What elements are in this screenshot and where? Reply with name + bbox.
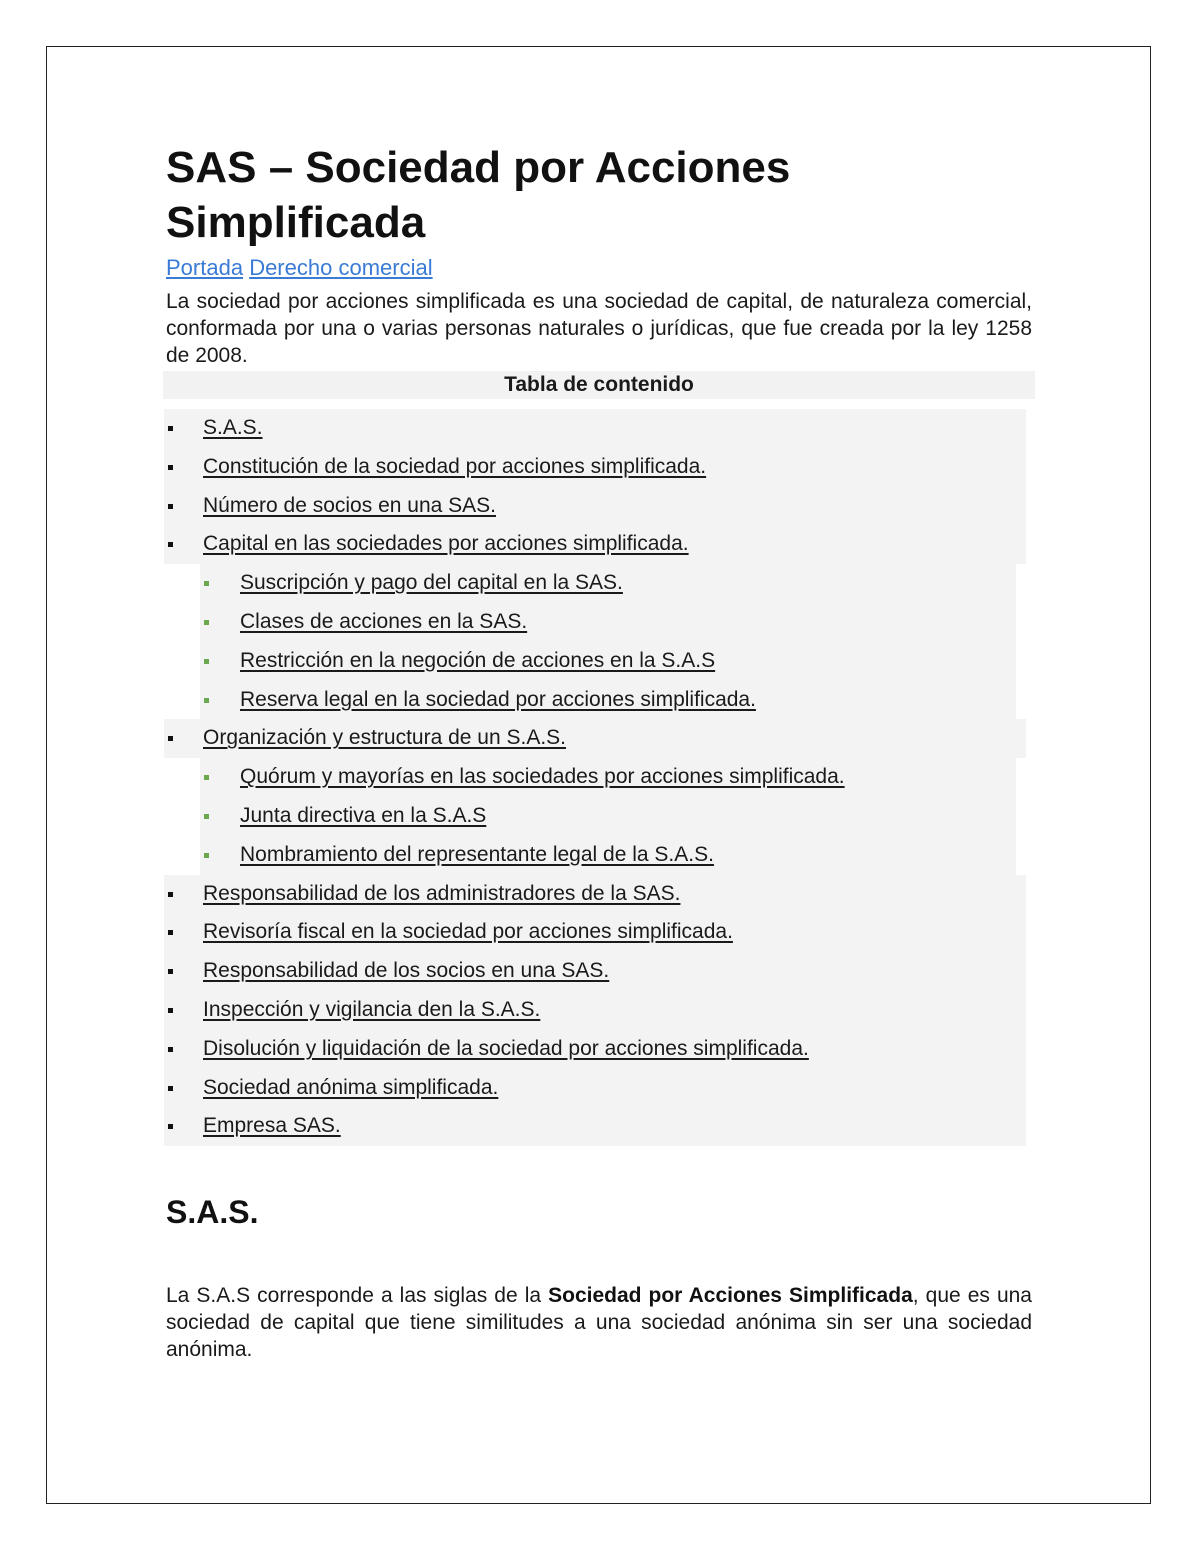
toc-item <box>164 409 1026 448</box>
section-heading: S.A.S. <box>166 1194 259 1231</box>
bullet-icon <box>168 1008 173 1013</box>
bullet-icon <box>204 620 209 625</box>
toc-link[interactable]: Inspección y vigilancia den la S.A.S. <box>203 997 541 1021</box>
toc-link[interactable]: Responsabilidad de los administradores de la SAS. <box>203 881 681 905</box>
toc-link[interactable]: Junta directiva en la S.A.S <box>240 803 487 827</box>
toc-subitem <box>200 564 1016 603</box>
toc-link[interactable]: Nombramiento del representante legal de la S.A.S. <box>240 842 714 866</box>
bullet-icon <box>168 1124 173 1129</box>
toc-link[interactable]: Clases de acciones en la SAS. <box>240 609 528 633</box>
toc-item <box>164 952 1026 991</box>
toc-group-1 <box>164 409 1026 564</box>
bullet-icon <box>204 775 209 780</box>
toc-link[interactable]: Sociedad anónima simplificada. <box>203 1075 499 1099</box>
toc-link[interactable]: Empresa SAS. <box>203 1114 341 1138</box>
toc-item <box>164 525 1026 564</box>
toc-link[interactable]: Reserva legal en la sociedad por acciones simplificada. <box>240 687 756 711</box>
toc-item <box>164 875 1026 914</box>
toc-title: Tabla de contenido <box>163 371 1035 399</box>
toc-link[interactable]: Quórum y mayorías en las sociedades por acciones simplificada. <box>240 765 845 789</box>
toc-subitem <box>200 681 1016 720</box>
toc-link[interactable]: Capital en las sociedades por acciones simplificada. <box>203 532 689 556</box>
toc-item <box>164 913 1026 952</box>
bullet-icon <box>168 542 173 547</box>
toc-link[interactable]: S.A.S. <box>203 416 263 439</box>
bullet-icon <box>168 1047 173 1052</box>
toc-link[interactable]: Organización y estructura de un S.A.S. <box>203 726 567 750</box>
bullet-icon <box>204 659 209 664</box>
bullet-icon <box>168 969 173 974</box>
bullet-icon <box>168 504 173 509</box>
toc-group-3 <box>164 875 1026 1147</box>
toc-subgroup-1 <box>200 564 1016 719</box>
section-text-bold: Sociedad por Acciones Simplificada <box>548 1284 913 1308</box>
toc-link[interactable]: Suscripción y pago del capital en la SAS. <box>240 571 623 595</box>
bullet-icon <box>204 581 209 586</box>
bullet-icon <box>168 465 173 470</box>
section-text-prefix: La S.A.S corresponde a las siglas de la <box>166 1284 549 1308</box>
table-of-contents <box>166 371 1032 1146</box>
bullet-icon <box>204 698 209 703</box>
toc-link[interactable]: Constitución de la sociedad por acciones simplificada. <box>203 454 707 478</box>
toc-item <box>164 448 1026 487</box>
toc-link[interactable]: Número de socios en una SAS. <box>203 493 496 517</box>
toc-link[interactable]: Responsabilidad de los socios en una SAS. <box>203 959 610 983</box>
breadcrumb-portada-link[interactable]: Portada <box>166 255 244 280</box>
bullet-icon <box>204 853 209 858</box>
bullet-icon <box>168 892 173 897</box>
toc-subitem <box>200 603 1016 642</box>
toc-link[interactable]: Restricción en la negoción de acciones en la S.A.S <box>240 648 716 672</box>
toc-item <box>164 1069 1026 1108</box>
toc-subitem <box>200 797 1016 836</box>
bullet-icon <box>168 930 173 935</box>
toc-item <box>164 1030 1026 1069</box>
toc-item <box>164 1107 1026 1146</box>
section-paragraph <box>166 1282 1032 1363</box>
bullet-icon <box>204 814 209 819</box>
bullet-icon <box>168 736 173 741</box>
section-text-suffix: , que es una sociedad de capital que tiene similitudes a una sociedad anónima sin ser una sociedad anónima. <box>166 1284 1032 1362</box>
breadcrumb-category-link[interactable]: Derecho comercial <box>249 255 433 280</box>
toc-link[interactable]: Revisoría fiscal en la sociedad por acciones simplificada. <box>203 920 733 944</box>
toc-link[interactable]: Disolución y liquidación de la sociedad por acciones simplificada. <box>203 1036 809 1060</box>
toc-subgroup-2 <box>200 758 1016 874</box>
document-content <box>166 140 1032 1363</box>
toc-item <box>164 719 1026 758</box>
breadcrumb <box>166 254 1032 282</box>
toc-subitem <box>200 642 1016 681</box>
bullet-icon <box>168 1086 173 1091</box>
toc-group-2 <box>164 719 1026 758</box>
toc-item <box>164 991 1026 1030</box>
page-title: SAS – Sociedad por Acciones Simplificada <box>166 143 791 247</box>
intro-paragraph: La sociedad por acciones simplificada es una sociedad de capital, de naturaleza comercial, conformada por una o varias personas naturales o jurídicas, que fue creada por la ley 1258 de 2008. <box>166 290 1032 367</box>
toc-subitem <box>200 758 1016 797</box>
toc-subitem <box>200 836 1016 875</box>
bullet-icon <box>168 426 173 431</box>
toc-item <box>164 487 1026 526</box>
